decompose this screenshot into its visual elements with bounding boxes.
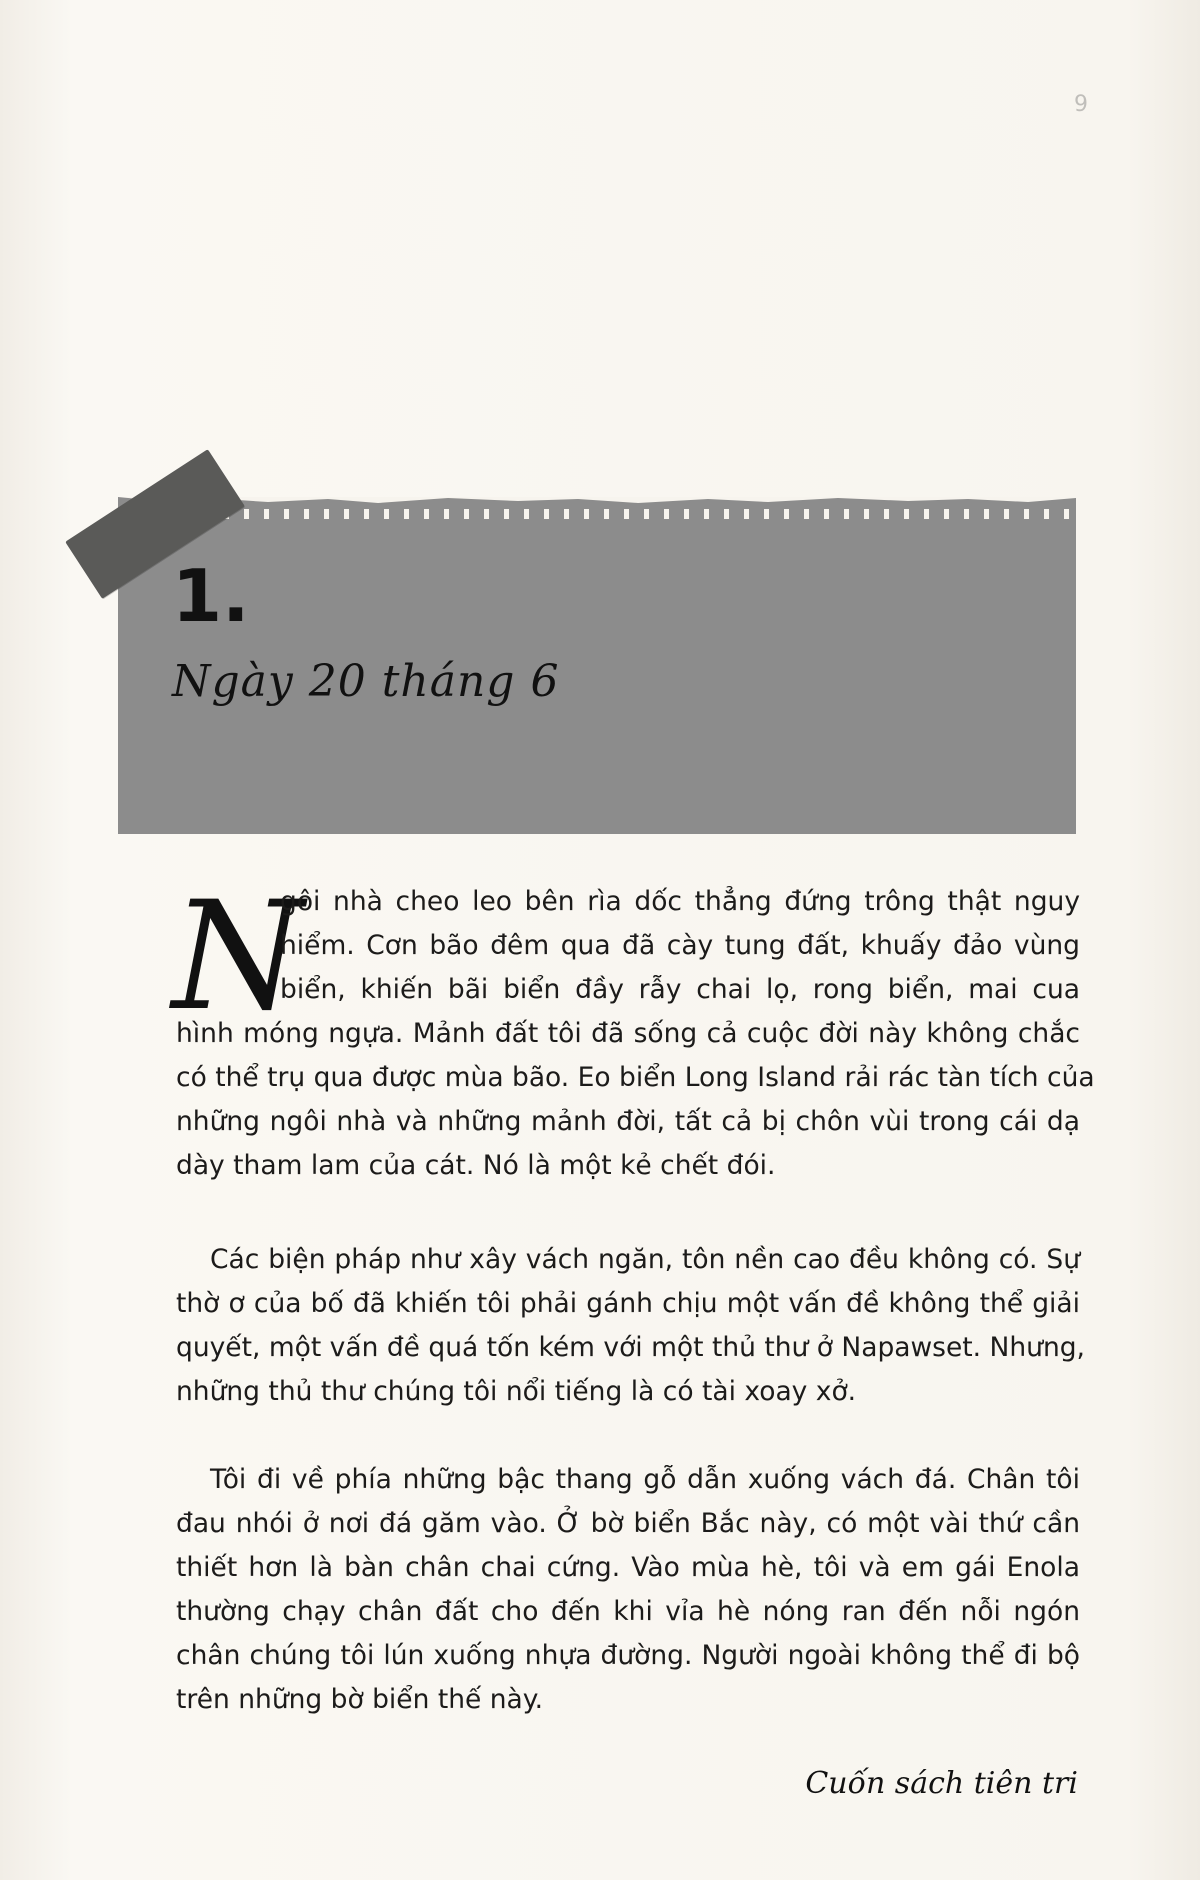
text-line: thường chạy chân đất cho đến khi vỉa hè nóng ran đến nỗi ngón xyxy=(176,1596,1080,1627)
text-line: hình móng ngựa. Mảnh đất tôi đã sống cả cuộc đời này không chắc xyxy=(176,1018,1080,1049)
perforated-edge xyxy=(118,497,1076,533)
chapter-date: Ngày 20 tháng 6 xyxy=(172,656,560,707)
text-line: Các biện pháp như xây vách ngăn, tôn nền cao đều không có. Sự xyxy=(210,1244,1080,1275)
paragraph-3 xyxy=(176,1458,1080,1722)
drop-cap-glyph: N xyxy=(172,870,304,1044)
running-footer-book-title: Cuốn sách tiên tri xyxy=(805,1766,1078,1801)
chapter-number: 1. xyxy=(172,554,250,638)
text-line: thờ ơ của bố đã khiến tôi phải gánh chịu một vấn đề không thể giải xyxy=(176,1288,1080,1319)
text-line: chân chúng tôi lún xuống nhựa đường. Người ngoài không thể đi bộ xyxy=(176,1640,1080,1671)
text-line: có thể trụ qua được mùa bão. Eo biển Long Island rải rác tàn tích của xyxy=(176,1062,1095,1093)
paragraph-1 xyxy=(176,880,1095,1188)
paragraph-2 xyxy=(176,1238,1085,1414)
text-line: thiết hơn là bàn chân chai cứng. Vào mùa hè, tôi và em gái Enola xyxy=(176,1552,1080,1583)
text-line: Tôi đi về phía những bậc thang gỗ dẫn xuống vách đá. Chân tôi xyxy=(210,1464,1080,1495)
text-line: những ngôi nhà và những mảnh đời, tất cả bị chôn vùi trong cái dạ xyxy=(176,1106,1080,1137)
text-line: dày tham lam của cát. Nó là một kẻ chết đói. xyxy=(176,1150,776,1181)
text-line: hiểm. Cơn bão đêm qua đã cày tung đất, khuấy đảo vùng xyxy=(280,930,1080,961)
text-line: những thủ thư chúng tôi nổi tiếng là có tài xoay xở. xyxy=(176,1376,857,1407)
text-line: biển, khiến bãi biển đầy rẫy chai lọ, rong biển, mai cua xyxy=(280,974,1080,1005)
text-line: đau nhói ở nơi đá găm vào. Ở bờ biển Bắc này, có một vài thứ cần xyxy=(176,1508,1080,1539)
page-number: 9 xyxy=(1074,92,1088,117)
text-line: trên những bờ biển thế này. xyxy=(176,1684,544,1715)
text-line: quyết, một vấn đề quá tốn kém với một thủ thư ở Napawset. Nhưng, xyxy=(176,1332,1085,1363)
text-line: gôi nhà cheo leo bên rìa dốc thẳng đứng trông thật nguy xyxy=(280,886,1080,917)
